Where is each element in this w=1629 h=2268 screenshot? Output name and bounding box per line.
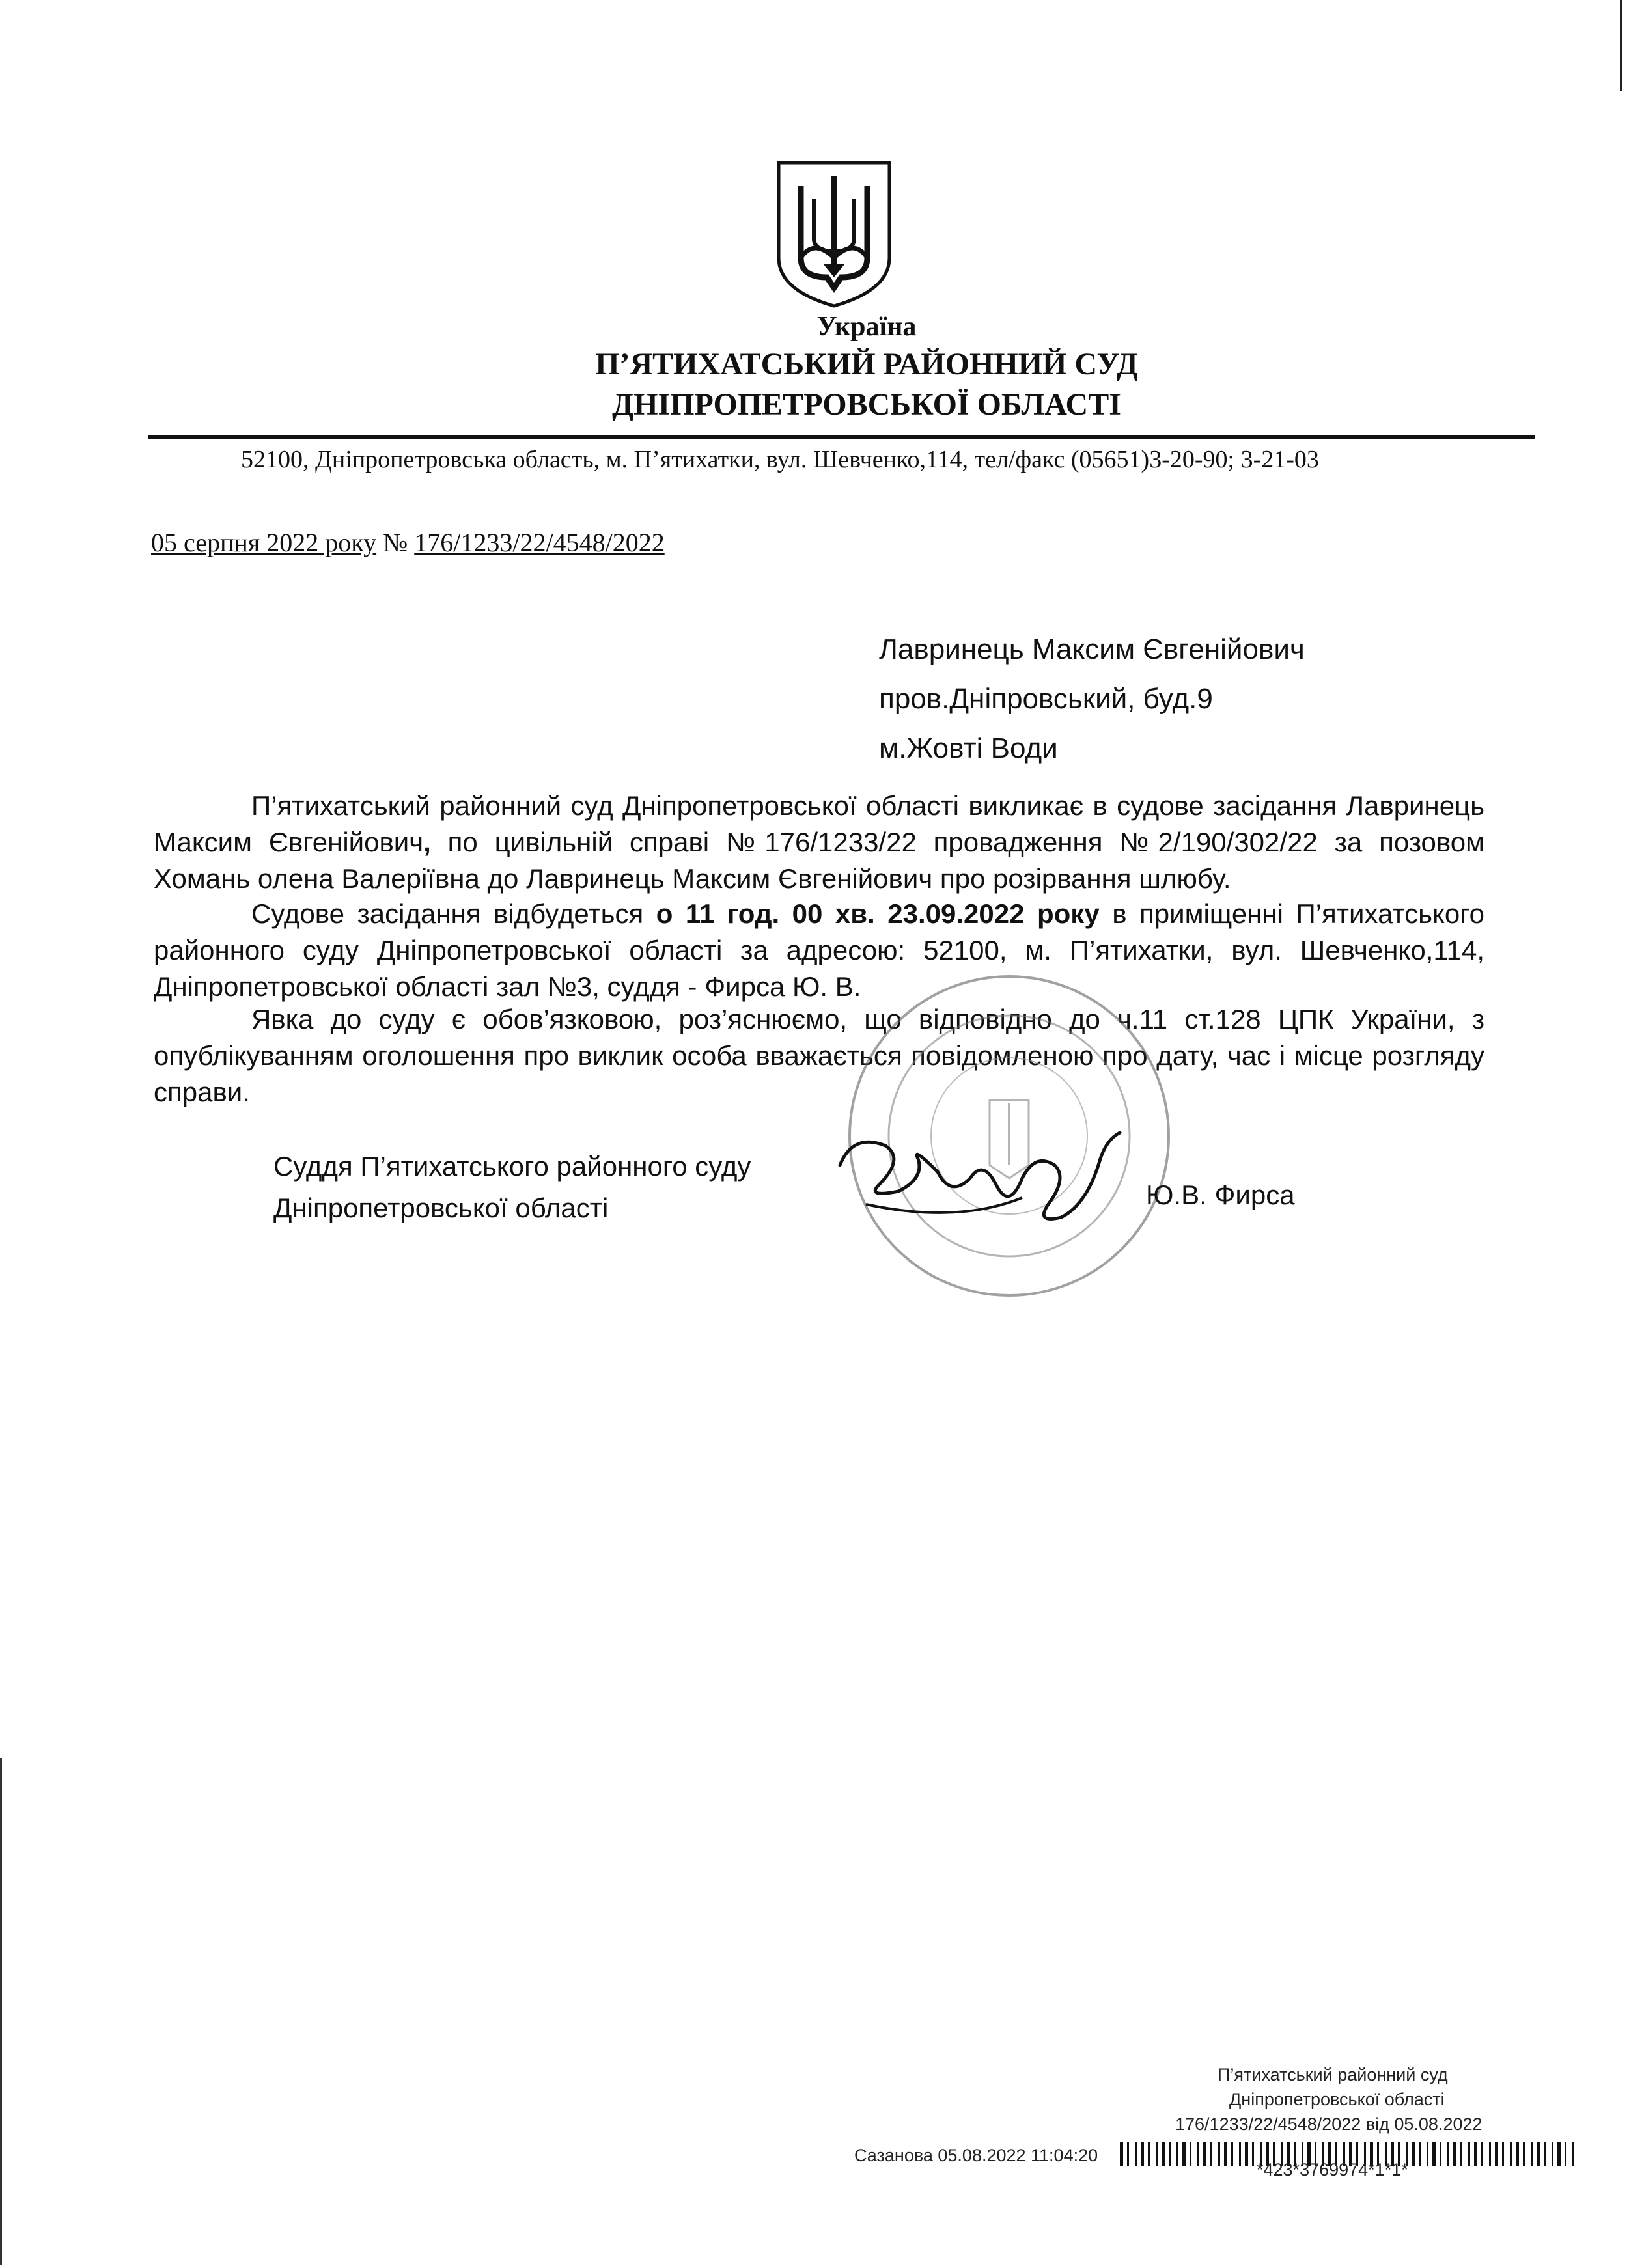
judge-name: Ю.В. Фирса	[1146, 1180, 1295, 1210]
recipient-block	[879, 625, 1305, 773]
country-name: Україна	[816, 312, 917, 342]
judge-title	[273, 1146, 751, 1229]
court-address: 52100, Дніпропетровська область, м. П’ятихатки, вул. Шевченко,114, тел/факс (05651)3-20-90; 3-21-03	[241, 446, 1319, 473]
barcode-bar	[1523, 2142, 1525, 2166]
paragraph-attendance: Явка до суду є обов’язковою, роз’яснюємо, що відповідно до ч.11 ст.128 ЦПК України, з опублікуванням оголошення про виклик особа вважається повідомленою про дату, час і місце розгляду справи.	[154, 1004, 1484, 1107]
judge-title-line1: Суддя П’ятихатського районного суду	[273, 1151, 751, 1182]
barcode-bar	[1127, 2142, 1129, 2166]
barcode-bar	[1481, 2142, 1483, 2166]
barcode-bar	[1176, 2142, 1178, 2166]
barcode-bar	[1156, 2142, 1158, 2166]
barcode-bar	[1474, 2142, 1477, 2166]
barcode-bar	[1468, 2142, 1470, 2166]
recipient-street: пров.Дніпровський, буд.9	[879, 683, 1213, 715]
barcode-bar	[1197, 2142, 1199, 2166]
handwritten-signature	[827, 1120, 1126, 1243]
barcode-bar	[1447, 2142, 1449, 2166]
court-region: ДНІПРОПЕТРОВСЬКОЇ ОБЛАСТІ	[612, 387, 1121, 422]
paragraph-hearing-intro: Судове засідання відбудеться	[251, 898, 656, 929]
footer-region: Дніпропетровської області	[1229, 2090, 1445, 2109]
paragraph-summons	[154, 788, 1484, 897]
barcode-bar	[1495, 2142, 1498, 2166]
barcode-bar	[1224, 2142, 1227, 2166]
barcode-bar	[1218, 2142, 1220, 2166]
barcode-bar	[1203, 2142, 1206, 2166]
barcode-bar	[1419, 2142, 1421, 2166]
barcode-bar	[1190, 2142, 1191, 2166]
barcode-bar	[1427, 2142, 1428, 2166]
barcode-bar	[1120, 2142, 1123, 2166]
recipient-city: м.Жовті Води	[879, 732, 1058, 764]
barcode-bar	[1544, 2142, 1546, 2166]
coat-of-arms-icon	[775, 160, 893, 309]
reference-number-prefix: №	[383, 528, 408, 557]
barcode-bar	[1135, 2142, 1137, 2166]
barcode-bar	[1412, 2142, 1415, 2166]
barcode-bar	[1510, 2142, 1512, 2166]
barcode-bar	[1231, 2142, 1233, 2166]
barcode-bar	[1141, 2142, 1144, 2166]
barcode-bar	[1565, 2142, 1566, 2166]
barcode-bar	[1572, 2142, 1574, 2166]
barcode-bar	[1460, 2142, 1462, 2166]
paragraph-summons-comma: ,	[423, 827, 431, 857]
scan-edge	[1620, 0, 1622, 91]
barcode-bar	[1489, 2142, 1491, 2166]
barcode-bar	[1210, 2142, 1212, 2166]
barcode-bar	[1148, 2142, 1150, 2166]
barcode-bar	[1531, 2142, 1533, 2166]
barcode-bar	[1557, 2142, 1561, 2166]
judge-title-line2: Дніпропетровської області	[273, 1193, 609, 1223]
header-divider	[148, 435, 1535, 439]
footer-reference: 176/1233/22/4548/2022 від 05.08.2022	[1175, 2114, 1483, 2134]
barcode-bar	[1502, 2142, 1504, 2166]
barcode-bar	[1440, 2142, 1441, 2166]
paragraph-hearing	[154, 896, 1484, 1005]
reference-line	[151, 527, 665, 558]
barcode-bar	[1252, 2142, 1254, 2166]
hearing-datetime: о 11 год. 00 хв. 23.09.2022 року	[656, 898, 1100, 929]
footer-barcode-code: *423*3769974*1*1*	[1257, 2160, 1408, 2179]
barcode-bar	[1169, 2142, 1171, 2166]
barcode-bar	[1245, 2142, 1248, 2166]
barcode-bar	[1537, 2142, 1540, 2166]
barcode-bar	[1552, 2142, 1553, 2166]
paragraph-summons-case: по цивільній справі №176/1233/22 провадження №2/190/302/22 за позовом Хомань олена Валеріївна до Лавринець Максим Євгенійович про розірвання шлюбу.	[154, 827, 1484, 894]
footer-registrar: Сазанова 05.08.2022 11:04:20	[854, 2146, 1098, 2165]
barcode-bar	[1516, 2142, 1519, 2166]
barcode-bar	[1453, 2142, 1456, 2166]
recipient-name: Лавринець Максим Євгенійович	[879, 633, 1305, 665]
barcode-bar	[1239, 2142, 1241, 2166]
footer-court: П’ятихатський районний суд	[1218, 2065, 1448, 2084]
barcode-bar	[1432, 2142, 1436, 2166]
paragraph-hearing-location: в приміщенні П’ятихатського районного суду Дніпропетровської області за адресою: 52100, м. П’ятихатки, вул. Шевченко,114, Дніпропетровської області зал №3, суддя - Фирса Ю. В.	[154, 898, 1485, 1002]
reference-number: 176/1233/22/4548/2022	[414, 528, 665, 557]
court-name: П’ЯТИХАТСЬКИЙ РАЙОННИЙ СУД	[595, 347, 1138, 381]
reference-date: 05 серпня 2022 року	[151, 528, 377, 557]
scan-edge-left	[0, 1758, 2, 2265]
barcode-bar	[1162, 2142, 1165, 2166]
paragraph-summons-text: П’ятихатський районний суд Дніпропетровської області викликає в судове засідання Лавринець Максим Євгенійович	[154, 790, 1484, 857]
barcode-bar	[1182, 2142, 1186, 2166]
